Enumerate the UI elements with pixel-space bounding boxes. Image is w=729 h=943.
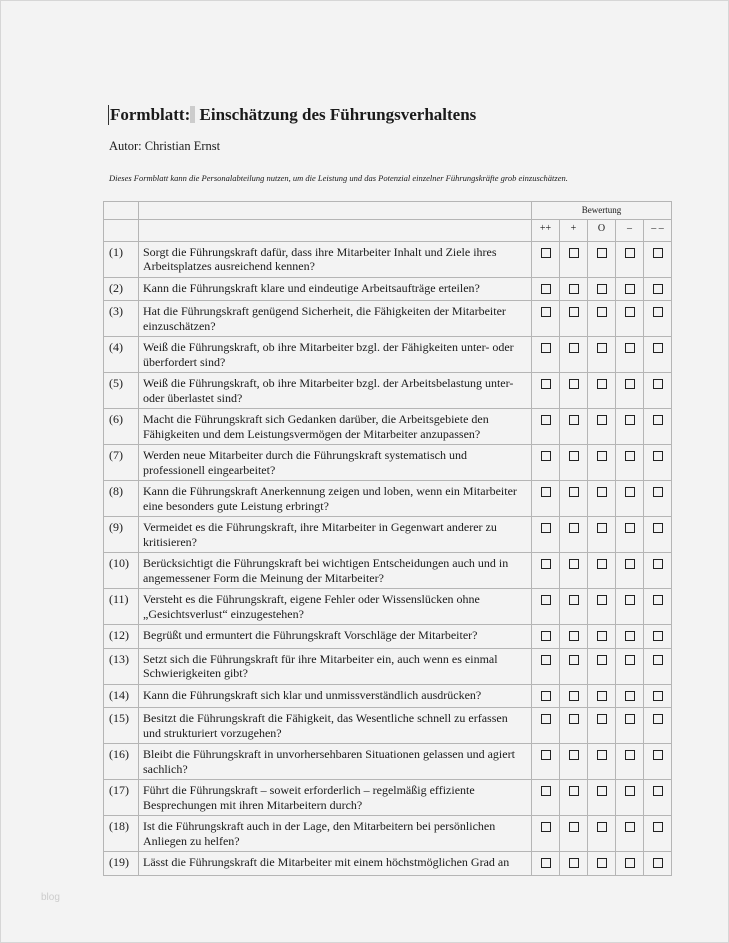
rating-checkbox[interactable] [653,343,663,353]
rating-cell [616,373,644,409]
rating-checkbox[interactable] [569,343,579,353]
rating-cell [588,708,616,744]
rating-cell [532,373,560,409]
rating-cell [616,241,644,277]
rating-cell [616,780,644,816]
rating-cell [532,589,560,625]
rating-checkbox[interactable] [541,786,551,796]
rating-checkbox[interactable] [625,451,635,461]
rating-checkbox[interactable] [625,559,635,569]
rating-checkbox[interactable] [653,248,663,258]
row-number: (6) [104,409,139,445]
rating-checkbox[interactable] [625,307,635,317]
row-number: (12) [104,625,139,649]
rating-cell [644,481,672,517]
rating-checkbox[interactable] [625,284,635,294]
rating-checkbox[interactable] [541,415,551,425]
rating-checkbox[interactable] [541,343,551,353]
rating-cell [560,744,588,780]
rating-cell [588,517,616,553]
rating-cell [532,445,560,481]
rating-cell [560,780,588,816]
rating-checkbox[interactable] [625,595,635,605]
rating-cell [532,241,560,277]
rating-checkbox[interactable] [653,631,663,641]
rating-cell [532,708,560,744]
table-row [104,553,672,589]
rating-checkbox[interactable] [653,595,663,605]
rating-checkbox[interactable] [541,559,551,569]
question-text: Berücksichtigt die Führungskraft bei wichtigen Entscheidungen auch und in angemessener Form die Meinung der Mitarbeiter? [139,553,532,589]
page-title [108,105,476,125]
rating-cell [644,337,672,373]
rating-cell [588,780,616,816]
rating-checkbox[interactable] [569,415,579,425]
row-number: (13) [104,648,139,684]
rating-cell [616,553,644,589]
rating-cell [560,301,588,337]
rating-cell [644,301,672,337]
rating-cell [560,481,588,517]
rating-cell [532,648,560,684]
row-number: (15) [104,708,139,744]
rating-checkbox[interactable] [597,786,607,796]
rating-cell [588,852,616,876]
table-header-row [104,202,672,220]
rating-cell [616,409,644,445]
rating-cell [560,625,588,649]
rating-cell [588,481,616,517]
question-text: Sorgt die Führungskraft dafür, dass ihre Mitarbeiter Inhalt und Ziele ihres Arbeitsplatzes ausreichend kennen? [139,241,532,277]
table-row [104,780,672,816]
rating-checkbox[interactable] [541,750,551,760]
rating-checkbox[interactable] [569,750,579,760]
rating-cell [644,517,672,553]
rating-cell [644,625,672,649]
header-question-cell [139,202,532,220]
rating-checkbox[interactable] [569,858,579,868]
rating-cell [588,409,616,445]
rating-cell [644,648,672,684]
rating-checkbox[interactable] [569,655,579,665]
rating-checkbox[interactable] [541,714,551,724]
rating-header: Bewertung [532,202,672,220]
row-number: (1) [104,241,139,277]
rating-checkbox[interactable] [597,655,607,665]
rating-checkbox[interactable] [569,691,579,701]
row-number: (10) [104,553,139,589]
question-text: Kann die Führungskraft sich klar und unmissverständlich ausdrücken? [139,684,532,708]
rating-checkbox[interactable] [625,786,635,796]
rating-checkbox[interactable] [569,487,579,497]
rating-checkbox[interactable] [625,248,635,258]
rating-cell [532,481,560,517]
rating-checkbox[interactable] [597,858,607,868]
rating-cell [560,409,588,445]
rating-cell [532,277,560,301]
rating-checkbox[interactable] [597,750,607,760]
question-text: Besitzt die Führungskraft die Fähigkeit, das Wesentliche schnell zu erfassen und strukturiert vorzugehen? [139,708,532,744]
question-text: Setzt sich die Führungskraft für ihre Mitarbeiter ein, auch wenn es einmal Schwierigkeiten gibt? [139,648,532,684]
question-text: Macht die Führungskraft sich Gedanken darüber, die Arbeitsgebiete den Fähigkeiten und dem Leistungsvermögen der Mitarbeiter anzupassen? [139,409,532,445]
rating-cell [616,589,644,625]
rating-cell [588,648,616,684]
rating-cell [616,337,644,373]
table-row [104,589,672,625]
rating-checkbox[interactable] [653,415,663,425]
question-text: Weiß die Führungskraft, ob ihre Mitarbeiter bzgl. der Arbeitsbelastung unter- oder überlastet sind? [139,373,532,409]
rating-checkbox[interactable] [569,559,579,569]
table-row [104,409,672,445]
rating-cell [560,277,588,301]
rating-cell [616,816,644,852]
table-row [104,708,672,744]
table-row [104,301,672,337]
rating-cell [588,373,616,409]
rating-checkbox[interactable] [625,822,635,832]
rating-cell [644,277,672,301]
rating-checkbox[interactable] [653,284,663,294]
rating-checkbox[interactable] [541,822,551,832]
rating-checkbox[interactable] [569,714,579,724]
text-selection-highlight [190,106,195,123]
rating-checkbox[interactable] [541,595,551,605]
header-num-cell [104,219,139,241]
rating-checkbox[interactable] [569,248,579,258]
rating-cell [588,625,616,649]
rating-checkbox[interactable] [653,523,663,533]
rating-checkbox[interactable] [569,379,579,389]
rating-cell [560,816,588,852]
rating-checkbox[interactable] [625,343,635,353]
row-number: (4) [104,337,139,373]
rating-cell [532,409,560,445]
rating-cell [616,852,644,876]
row-number: (18) [104,816,139,852]
question-text: Ist die Führungskraft auch in der Lage, den Mitarbeitern bei persönlichen Anliegen zu helfen? [139,816,532,852]
rating-checkbox[interactable] [541,858,551,868]
rating-checkbox[interactable] [653,451,663,461]
rating-cell [532,337,560,373]
intro-text: Dieses Formblatt kann die Personalabteilung nutzen, um die Leistung und das Potenzial einzelner Führungskräfte grob einzuschätzen. [109,173,568,183]
rating-scale-label: – – [644,219,672,241]
table-row [104,744,672,780]
rating-cell [588,816,616,852]
rating-cell [588,684,616,708]
rating-checkbox[interactable] [625,714,635,724]
rating-checkbox[interactable] [625,691,635,701]
rating-checkbox[interactable] [569,523,579,533]
rating-checkbox[interactable] [653,786,663,796]
rating-checkbox[interactable] [597,822,607,832]
rating-checkbox[interactable] [625,858,635,868]
rating-cell [616,708,644,744]
rating-cell [588,301,616,337]
rating-checkbox[interactable] [597,595,607,605]
rating-checkbox[interactable] [653,559,663,569]
rating-checkbox[interactable] [597,343,607,353]
rating-checkbox[interactable] [597,379,607,389]
rating-checkbox[interactable] [569,595,579,605]
row-number: (11) [104,589,139,625]
rating-checkbox[interactable] [569,451,579,461]
table-row [104,816,672,852]
rating-cell [560,648,588,684]
row-number: (8) [104,481,139,517]
header-num-cell [104,202,139,220]
author-line: Autor: Christian Ernst [109,139,221,153]
rating-checkbox[interactable] [541,379,551,389]
row-number: (7) [104,445,139,481]
rating-cell [588,241,616,277]
rating-cell [644,780,672,816]
assessment-table [103,201,672,876]
table-row [104,684,672,708]
rating-cell [588,553,616,589]
rating-scale-label: ++ [532,219,560,241]
rating-checkbox[interactable] [597,714,607,724]
rating-cell [644,553,672,589]
rating-checkbox[interactable] [597,691,607,701]
rating-checkbox[interactable] [625,750,635,760]
question-text: Vermeidet es die Führungskraft, ihre Mitarbeiter in Gegenwart anderer zu kritisieren? [139,517,532,553]
rating-cell [616,277,644,301]
row-number: (16) [104,744,139,780]
rating-checkbox[interactable] [653,714,663,724]
rating-checkbox[interactable] [653,379,663,389]
rating-cell [560,589,588,625]
rating-checkbox[interactable] [597,284,607,294]
rating-cell [532,625,560,649]
rating-cell [616,648,644,684]
rating-cell [616,517,644,553]
rating-cell [560,337,588,373]
title-prefix: Formblatt: [110,105,191,124]
rating-checkbox[interactable] [541,655,551,665]
rating-checkbox[interactable] [569,631,579,641]
rating-checkbox[interactable] [541,248,551,258]
rating-cell [644,589,672,625]
rating-cell [588,744,616,780]
rating-checkbox[interactable] [597,523,607,533]
rating-checkbox[interactable] [541,284,551,294]
rating-cell [588,337,616,373]
rating-cell [644,409,672,445]
rating-cell [616,445,644,481]
rating-cell [616,481,644,517]
rating-cell [616,301,644,337]
rating-cell [644,708,672,744]
rating-cell [644,684,672,708]
rating-cell [560,852,588,876]
rating-checkbox[interactable] [541,631,551,641]
rating-cell [644,744,672,780]
header-question-cell [139,219,532,241]
table-row [104,517,672,553]
rating-checkbox[interactable] [541,451,551,461]
question-text: Führt die Führungskraft – soweit erforderlich – regelmäßig effiziente Besprechungen mit ihren Mitarbeitern durch? [139,780,532,816]
table-row [104,481,672,517]
rating-checkbox[interactable] [653,750,663,760]
rating-checkbox[interactable] [653,655,663,665]
rating-checkbox[interactable] [625,415,635,425]
table-row [104,445,672,481]
rating-checkbox[interactable] [597,487,607,497]
rating-checkbox[interactable] [653,487,663,497]
row-number: (9) [104,517,139,553]
row-number: (2) [104,277,139,301]
question-text: Lässt die Führungskraft die Mitarbeiter mit einem höchstmöglichen Grad an [139,852,532,876]
row-number: (19) [104,852,139,876]
rating-scale-label: – [616,219,644,241]
table-row [104,241,672,277]
rating-checkbox[interactable] [625,631,635,641]
rating-checkbox[interactable] [625,655,635,665]
rating-checkbox[interactable] [597,415,607,425]
row-number: (3) [104,301,139,337]
rating-checkbox[interactable] [597,248,607,258]
rating-checkbox[interactable] [653,691,663,701]
rating-checkbox[interactable] [541,487,551,497]
rating-checkbox[interactable] [625,487,635,497]
rating-scale-row [104,219,672,241]
rating-cell [560,517,588,553]
rating-checkbox[interactable] [569,822,579,832]
rating-cell [560,553,588,589]
rating-cell [560,684,588,708]
rating-checkbox[interactable] [541,307,551,317]
rating-checkbox[interactable] [597,307,607,317]
question-text: Weiß die Führungskraft, ob ihre Mitarbeiter bzgl. der Fähigkeiten unter- oder überfordert sind? [139,337,532,373]
rating-checkbox[interactable] [625,379,635,389]
rating-cell [532,517,560,553]
question-text: Werden neue Mitarbeiter durch die Führungskraft systematisch und professionell eingearbeitet? [139,445,532,481]
table-row [104,648,672,684]
rating-checkbox[interactable] [541,691,551,701]
rating-cell [644,445,672,481]
rating-cell [532,852,560,876]
question-text: Kann die Führungskraft klare und eindeutige Arbeitsaufträge erteilen? [139,277,532,301]
rating-cell [532,816,560,852]
question-text: Versteht es die Führungskraft, eigene Fehler oder Wissenslücken ohne „Gesichtsverlust“ einzugestehen? [139,589,532,625]
row-number: (5) [104,373,139,409]
rating-checkbox[interactable] [569,307,579,317]
rating-cell [644,852,672,876]
question-text: Kann die Führungskraft Anerkennung zeigen und loben, wenn ein Mitarbeiter eine besonders gute Leistung erbringt? [139,481,532,517]
rating-cell [560,708,588,744]
rating-cell [532,553,560,589]
rating-cell [644,373,672,409]
rating-cell [588,589,616,625]
watermark: blog [41,892,60,903]
rating-cell [644,816,672,852]
table-row [104,337,672,373]
table-row [104,852,672,876]
rating-cell [532,301,560,337]
rating-cell [616,684,644,708]
table-row [104,625,672,649]
rating-cell [588,445,616,481]
rating-cell [588,277,616,301]
rating-checkbox[interactable] [597,451,607,461]
rating-checkbox[interactable] [569,786,579,796]
rating-cell [644,241,672,277]
table-row [104,277,672,301]
rating-scale-label: O [588,219,616,241]
rating-checkbox[interactable] [653,858,663,868]
rating-checkbox[interactable] [541,523,551,533]
rating-checkbox[interactable] [653,822,663,832]
rating-checkbox[interactable] [569,284,579,294]
table-row [104,373,672,409]
rating-cell [560,241,588,277]
rating-checkbox[interactable] [653,307,663,317]
rating-cell [560,445,588,481]
rating-cell [532,684,560,708]
question-text: Begrüßt und ermuntert die Führungskraft Vorschläge der Mitarbeiter? [139,625,532,649]
rating-cell [560,373,588,409]
question-text: Hat die Führungskraft genügend Sicherheit, die Fähigkeiten der Mitarbeiter einzuschätzen? [139,301,532,337]
rating-cell [616,625,644,649]
rating-checkbox[interactable] [597,631,607,641]
rating-cell [616,744,644,780]
rating-cell [532,780,560,816]
rating-cell [532,744,560,780]
row-number: (17) [104,780,139,816]
title-text: Einschätzung des Führungsverhaltens [199,105,477,124]
rating-scale-label: + [560,219,588,241]
rating-checkbox[interactable] [625,523,635,533]
row-number: (14) [104,684,139,708]
question-text: Bleibt die Führungskraft in unvorhersehbaren Situationen gelassen und agiert sachlich? [139,744,532,780]
rating-checkbox[interactable] [597,559,607,569]
